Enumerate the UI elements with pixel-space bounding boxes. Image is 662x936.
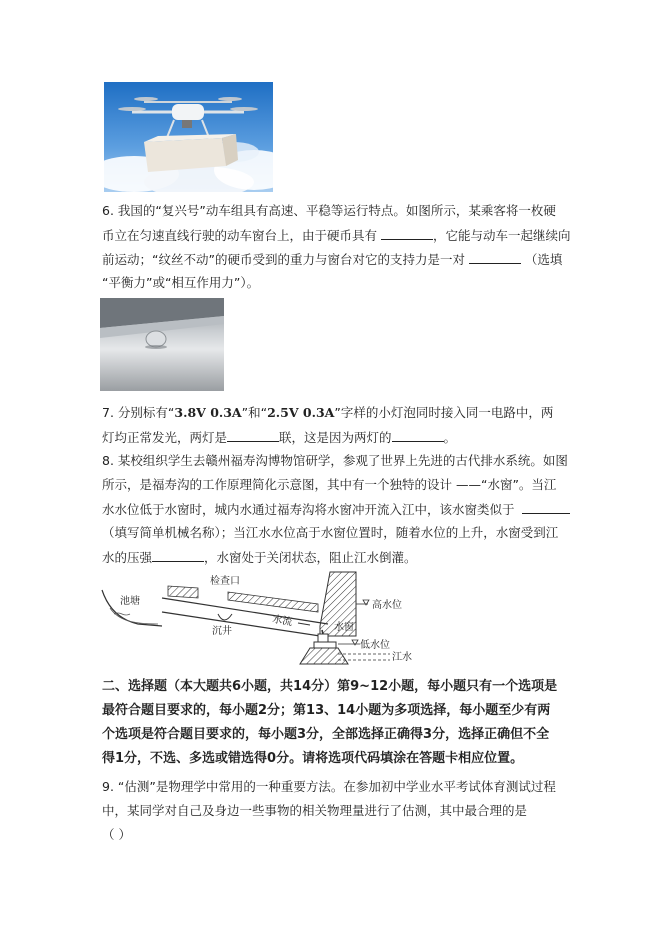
coin-photo [100, 298, 224, 391]
section2-line-1 [102, 678, 557, 696]
section2-line-4 [102, 750, 523, 768]
q6-text-2b: ，它能与动车一起继续向 [433, 228, 571, 243]
q9-text-2: 中，某同学对自己及身边一些事物的相关物理量进行了估测，其中最合理的是 [102, 803, 528, 818]
answer-blank[interactable] [469, 250, 521, 264]
q8-text-4: （填写简单机械名称）；当江水水位高于水窗位置时，随着水位的上升，水窗受到江 [102, 525, 559, 540]
section2-text-4: 得1分，不选、多选或错选得0分。请将选项代码填涂在答题卡相应位置。 [102, 751, 524, 766]
q7-text-1c: ”字样的小灯泡同时接入同一电路中，两 [334, 405, 554, 420]
q9-text-1: 9. “估测”是物理学中常用的一种重要方法。在参加初中学业水平考试体育测试过程 [102, 779, 556, 794]
q7-text-2a: 灯均正常发光，两灯是 [102, 430, 228, 445]
q8-text-1: 8. 某校组织学生去赣州福寿沟博物馆研学，参观了世界上先进的古代排水系统。如图 [102, 453, 568, 468]
q8-line-3 [102, 500, 570, 519]
lamp-spec-1: 3.8V 0.3A [174, 405, 242, 420]
q7-line-1 [102, 404, 553, 422]
q8-line-1 [102, 452, 568, 470]
q9-line-1 [102, 778, 556, 796]
label-low-level: 低水位 [360, 640, 390, 651]
section2-line-3 [102, 726, 549, 744]
q6-text-3b: （选填 [524, 252, 563, 267]
q6-line-4 [102, 274, 259, 292]
answer-blank[interactable] [227, 428, 279, 442]
section2-line-2 [102, 702, 550, 720]
q8-text-5b: ，水窗处于关闭状态，阻止江水倒灌。 [204, 550, 417, 565]
q6-text-4: “平衡力”或“相互作用力”）。 [102, 275, 260, 290]
q7-line-2 [102, 428, 456, 447]
q7-text-1b: ”和“ [241, 405, 268, 420]
label-window: 水窗 [334, 622, 354, 633]
q8-text-5a: 水的压强 [102, 550, 153, 565]
q6-line-1 [102, 202, 556, 220]
q6-line-2 [102, 226, 571, 245]
label-river: 江水 [392, 652, 412, 663]
q6-text-3a: 前运动；“纹丝不动”的硬币受到的重力与窗台对它的支持力是一对 [102, 252, 465, 267]
q8-line-5 [102, 548, 417, 567]
section2-text-2: 最符合题目要求的，每小题2分；第13、14小题为多项选择，每小题至少有两 [102, 703, 551, 718]
section2-text-1: 二、选择题（本大题共6小题，共14分）第9~12小题，每小题只有一个选项是 [102, 679, 558, 694]
label-pond: 池塘 [120, 596, 140, 607]
q6-text-1: 6. 我国的“复兴号”动车组具有高速、平稳等运行特点。如图所示，某乘客将一枚硬 [102, 203, 556, 218]
q9-answer-bracket[interactable]: （ ） [102, 827, 131, 842]
answer-blank[interactable] [392, 428, 444, 442]
q7-text-2b: 联，这是因为两灯的 [279, 430, 392, 445]
q7-text-2c: 。 [443, 430, 457, 445]
q6-line-3 [102, 250, 562, 269]
drone-photo [104, 82, 273, 192]
q8-text-2: 所示，是福寿沟的工作原理简化示意图，其中有一个独特的设计 ——“水窗”。当江 [102, 477, 557, 492]
answer-blank[interactable] [522, 500, 570, 514]
q9-line-2 [102, 802, 527, 820]
section2-text-3: 个选项是符合题目要求的，每小题3分，全部选择正确得3分，选择正确但不全 [102, 727, 550, 742]
q8-line-2 [102, 476, 556, 494]
flow-arrow [298, 623, 310, 625]
q7-text-1a: 7. 分别标有“ [102, 405, 175, 420]
q9-line-3 [102, 826, 131, 844]
answer-blank[interactable] [381, 226, 433, 240]
drone-image [104, 82, 273, 192]
label-high-level: 高水位 [372, 600, 402, 611]
answer-blank[interactable] [152, 548, 204, 562]
q8-text-3: 水水位低于水窗时，城内水通过福寿沟将水窗冲开流入江中，该水窗类似于 [102, 502, 515, 517]
label-flow: 水流 [271, 614, 294, 629]
q6-text-2a: 币立在匀速直线行驶的动车窗台上，由于硬币具有 [102, 228, 378, 243]
label-inspection-port: 检查口 [210, 576, 240, 587]
lamp-spec-2: 2.5V 0.3A [267, 405, 335, 420]
coin-image [100, 298, 224, 391]
drainage-diagram [98, 568, 438, 672]
q8-line-4 [102, 524, 558, 542]
label-well: 沉井 [212, 626, 232, 637]
